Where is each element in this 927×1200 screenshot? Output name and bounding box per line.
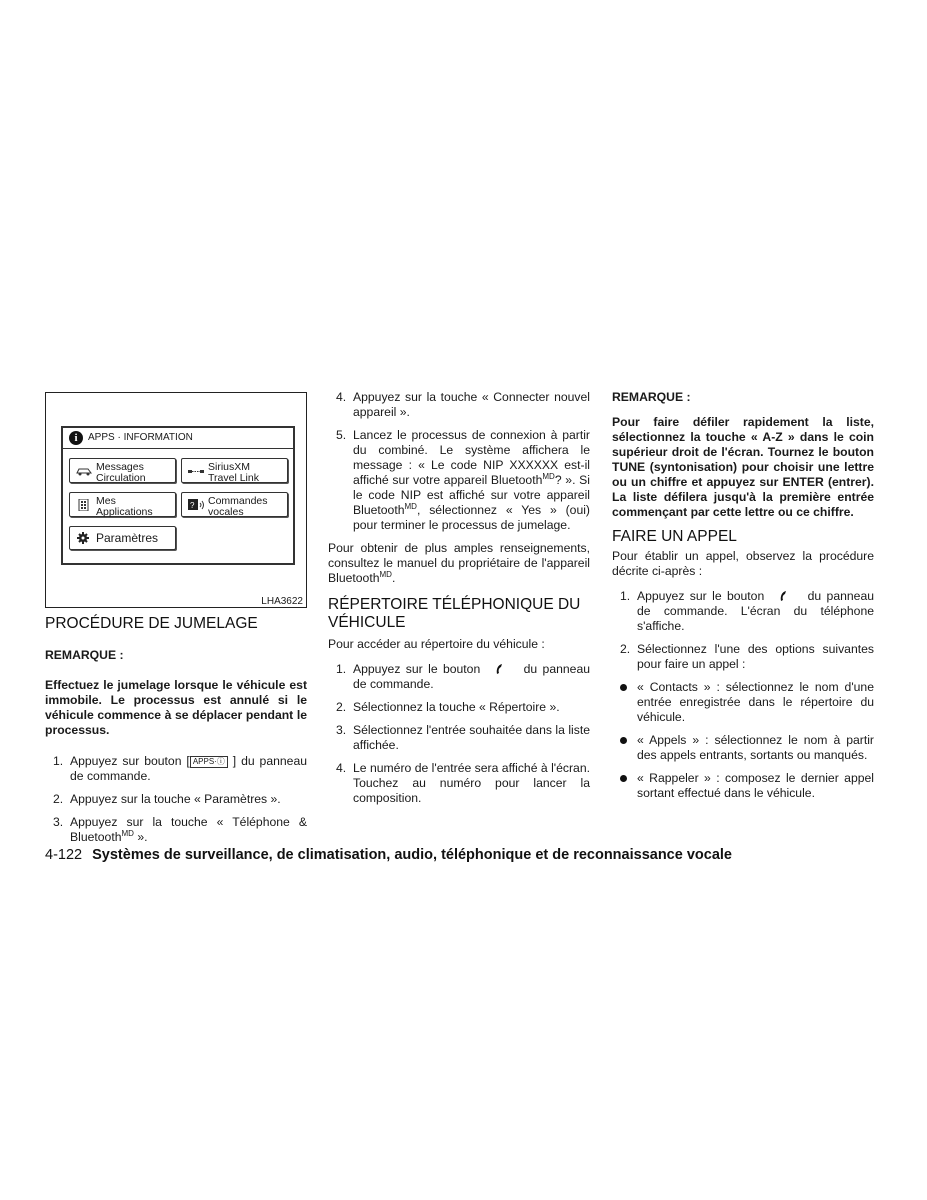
step-text: , sélectionnez « Yes » (oui) pour terminer le processus de jumelage. bbox=[353, 503, 590, 532]
intro-text: Pour établir un appel, observez la procédure décrite ci-après : bbox=[612, 549, 874, 578]
page-footer bbox=[45, 847, 732, 863]
step-text: Appuyez sur la touche « Paramètres ». bbox=[70, 792, 281, 806]
info-icon: i bbox=[69, 431, 83, 445]
figure-label: LHA3622 bbox=[261, 596, 303, 607]
button-label-line2: Travel Link bbox=[208, 472, 259, 484]
step-text: ». bbox=[133, 830, 148, 844]
voice-command-icon bbox=[187, 499, 205, 511]
list-item bbox=[612, 680, 874, 725]
bullet-icon bbox=[620, 737, 627, 744]
button-label-line2: vocales bbox=[208, 506, 244, 518]
list-item: 5. Lancez le processus de connexion à partir du combiné. Le système affichera le message : « Le code NIP XXXXXX est-il affiché sur votre appareil Bluetooth$^{MD}$? ». Si le code NIP est affiché sur votre appareil Bluetooth$^{MD}$, sélectionnez « Yes » (oui) pour terminer le processus de jumelage. bbox=[336, 428, 590, 532]
messages-circulation-button[interactable] bbox=[69, 458, 176, 483]
siriusxm-travel-link-button[interactable] bbox=[181, 458, 288, 483]
list-item: 2. Appuyez sur la touche « Paramètres ». bbox=[53, 792, 281, 806]
remark-title: REMARQUE : bbox=[45, 648, 124, 662]
chapter-title: Systèmes de surveillance, de climatisation, audio, téléphonique et de reconnaissance vocale bbox=[92, 847, 732, 863]
list-item: 4. Le numéro de l'entrée sera affiché à l'écran. Touchez au numéro pour lancer la composition. bbox=[336, 761, 590, 805]
md-superscript: MD bbox=[542, 471, 555, 481]
section-heading: RÉPERTOIRE TÉLÉPHONIQUE DU VÉHICULE bbox=[328, 596, 581, 631]
call-steps bbox=[612, 589, 874, 672]
pairing-steps-continued bbox=[328, 390, 590, 533]
list-item: 3. Appuyez sur la touche « Téléphone & Bluetooth$^{MD}$ ». bbox=[53, 815, 307, 844]
step-text: ] du panneau de commande. bbox=[70, 754, 308, 783]
step-text: Appuyez sur le bouton bbox=[353, 662, 481, 676]
step-text: ? ». Si le code NIP est affiché sur votre appareil Bluetooth bbox=[353, 473, 590, 517]
list-item: 1. Appuyez sur bouton [ APPS·ⓘ ] du panneau de commande. bbox=[53, 754, 308, 783]
list-item bbox=[612, 733, 874, 763]
intro-text: Pour accéder au répertoire du véhicule : bbox=[328, 637, 545, 651]
bullet-text: « Rappeler » : composez le dernier appel sortant effectué dans le véhicule. bbox=[637, 771, 874, 800]
car-icon bbox=[75, 465, 93, 477]
step-text: Sélectionnez l'une des options suivantes pour faire un appel : bbox=[637, 642, 874, 671]
apps-screen bbox=[61, 426, 295, 565]
remark-title: REMARQUE : bbox=[612, 390, 691, 404]
button-label-line1: Messages bbox=[96, 461, 144, 473]
page-number: 4-122 bbox=[45, 847, 83, 863]
list-item bbox=[612, 771, 874, 801]
step-text: Appuyez sur la touche « Connecter nouvel appareil ». bbox=[353, 390, 590, 419]
apps-info-button-icon: APPS·ⓘ bbox=[190, 756, 228, 768]
apps-grid-icon bbox=[75, 499, 93, 511]
paragraph bbox=[328, 541, 590, 586]
md-superscript: MD bbox=[379, 569, 392, 579]
section-heading: PROCÉDURE DE JUMELAGE bbox=[45, 615, 258, 632]
md-superscript: MD bbox=[404, 501, 417, 511]
remark-text: Effectuez le jumelage lorsque le véhicule est immobile. Le processus est annulé si le véhicule commence à se déplacer pendant le processus. bbox=[45, 678, 307, 737]
bullet-text: « Appels » : sélectionnez le nom à partir des appels entrants, sortants ou manqués. bbox=[637, 733, 874, 762]
call-options bbox=[612, 680, 874, 801]
bullet-icon bbox=[620, 775, 627, 782]
column-2 bbox=[328, 390, 590, 814]
step-text: Lancez le processus de connexion à partir du combiné. Le système affichera le message : « Le code NIP XXXXXX est-il affiché sur votre appareil Bluetooth bbox=[353, 428, 590, 487]
step-text: du panneau de commande. L'écran du téléphone s'affiche. bbox=[637, 589, 875, 633]
button-label-line1: Commandes bbox=[208, 495, 268, 507]
md-superscript: MD bbox=[121, 828, 134, 838]
column-1 bbox=[45, 615, 307, 853]
commandes-vocales-button[interactable] bbox=[181, 492, 288, 517]
screen-header bbox=[63, 428, 293, 449]
paragraph-text: Pour obtenir de plus amples renseignements, consultez le manuel du propriétaire de l'appareil Bluetooth bbox=[328, 541, 590, 585]
list-item: 1. Appuyez sur le bouton du panneau de commande. L'écran du téléphone s'affiche. bbox=[620, 589, 875, 633]
list-item: 3. Sélectionnez l'entrée souhaitée dans la liste affichée. bbox=[336, 723, 590, 752]
pairing-steps bbox=[45, 754, 307, 845]
remark-text: Pour faire défiler rapidement la liste, sélectionnez la touche « A-Z » dans le coin supérieur droit de l'écran. Tournez le bouton TUNE (syntonisation) pour choisir une lettre ou un chiffre et appuyez sur ENTER (entrer). La liste défilera jusqu'à la première entrée commençant par cette lettre ou ce chiffre. bbox=[612, 415, 874, 519]
list-item: 1. Appuyez sur le bouton du panneau de commande. bbox=[336, 662, 591, 691]
mes-applications-button[interactable] bbox=[69, 492, 176, 517]
button-label-line2: Circulation bbox=[96, 472, 146, 484]
directory-steps bbox=[328, 662, 590, 806]
gear-icon bbox=[75, 532, 93, 544]
paragraph-text: . bbox=[391, 571, 396, 585]
step-text: Sélectionnez la touche « Répertoire ». bbox=[353, 700, 560, 714]
button-label-line1: Mes bbox=[96, 495, 116, 507]
button-label-line1: SiriusXM bbox=[208, 461, 251, 473]
screen-title: APPS · INFORMATION bbox=[88, 432, 193, 443]
parametres-button[interactable] bbox=[69, 526, 176, 550]
step-text: Sélectionnez l'entrée souhaitée dans la liste affichée. bbox=[353, 723, 590, 752]
bullet-text: « Contacts » : sélectionnez le nom d'une entrée enregistrée dans le répertoire du véhicule. bbox=[637, 680, 874, 724]
list-item: 2. Sélectionnez la touche « Répertoire ». bbox=[336, 700, 560, 714]
step-text: Le numéro de l'entrée sera affiché à l'écran. Touchez au numéro pour lancer la composition. bbox=[353, 761, 590, 805]
apps-screen-figure bbox=[45, 392, 307, 608]
step-text: Appuyez sur le bouton bbox=[637, 589, 765, 603]
phone-icon bbox=[776, 590, 790, 602]
satellite-icon bbox=[187, 465, 205, 477]
section-heading: FAIRE UN APPEL bbox=[612, 528, 737, 545]
button-label-line2: Applications bbox=[96, 506, 153, 518]
list-item: 4. Appuyez sur la touche « Connecter nouvel appareil ». bbox=[336, 390, 590, 419]
svg-text:?: ? bbox=[190, 501, 195, 510]
step-text: Appuyez sur la touche « Téléphone & Bluetooth bbox=[70, 815, 307, 844]
phone-icon bbox=[492, 663, 506, 675]
bullet-icon bbox=[620, 684, 627, 691]
step-text: du panneau de commande. bbox=[353, 662, 591, 691]
list-item: 2. Sélectionnez l'une des options suivantes pour faire un appel : bbox=[620, 642, 874, 671]
step-text: Appuyez sur bouton [ bbox=[70, 754, 190, 768]
button-label: Paramètres bbox=[96, 531, 159, 545]
column-3 bbox=[612, 390, 874, 809]
